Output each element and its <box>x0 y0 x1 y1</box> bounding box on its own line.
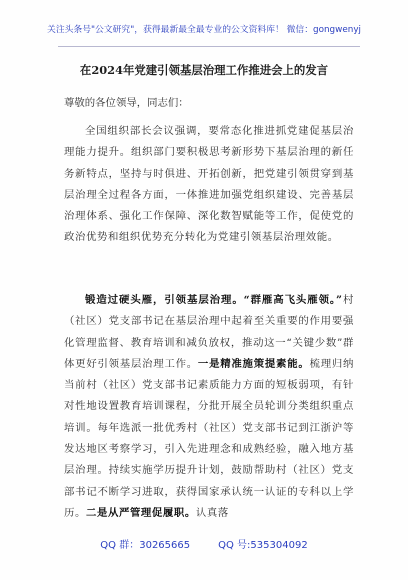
point-1-heading: 一是精准施策提素能。 <box>197 357 310 370</box>
paragraph-2 <box>64 290 354 524</box>
footer-qq-number: QQ 号:535304092 <box>218 540 308 551</box>
paragraph-2-text-2: 梳理归纳当前村（社区）党支部书记素质能力方面的短板弱项，有针对性地设置教育培训课程，分批开展全员轮训分类组织重点培训。每年选派一批优秀村（社区）党支部书记到江浙沪等发达地区考察学习，引入先进理念和成熟经验，融入地方基层治理。持续实施学历提升计划，鼓励帮助村（社区）党支部书记不断学习进取，获得国家承认统一认证的专科以上学历。 <box>64 357 355 519</box>
paragraph-2-text-3: 认真落 <box>195 506 229 519</box>
document-title: 在2024年党建引领基层治理工作推进会上的发言 <box>79 63 329 77</box>
paragraph-1: 全国组织部长会议强调，要常态化推进抓党建促基层治理能力提升。组织部门要积极思考新形势下基层治理的新任务新特点，坚持与时俱进、开拓创新，把党建引领贯穿到基层治理全过程各方面，一体推进加强党组织建设、完善基层治理体系、强化工作保障、深化数智赋能等工作，促使党的政治优势和组织优势充分转化为党建引领基层治理效能。 <box>64 125 354 244</box>
point-2-heading: 二是从严管理促履职。 <box>85 506 196 519</box>
header-banner: 关注头条号"公文研究"，获得最新最全最专业的公文资料库！ 微信：gongwenyj <box>47 25 361 35</box>
header-divider <box>58 46 360 47</box>
footer-qq-group: QQ 群：30265665 <box>100 540 191 551</box>
footer-contact <box>0 536 408 551</box>
lead-heading: 锻造过硬头雁，引领基层治理。 <box>85 294 244 306</box>
lead-quote: “群雁高飞头雁领。” <box>243 294 343 306</box>
salutation: 尊敬的各位领导，同志们： <box>64 97 189 109</box>
paragraph-2-text-1: 村（社区）党支部书记在基层治理中起着至关重要的作用要强化管理监督、教育培训和减负放权，推动这一“关键少数”群体更好引领基层治理工作。 <box>64 294 354 370</box>
